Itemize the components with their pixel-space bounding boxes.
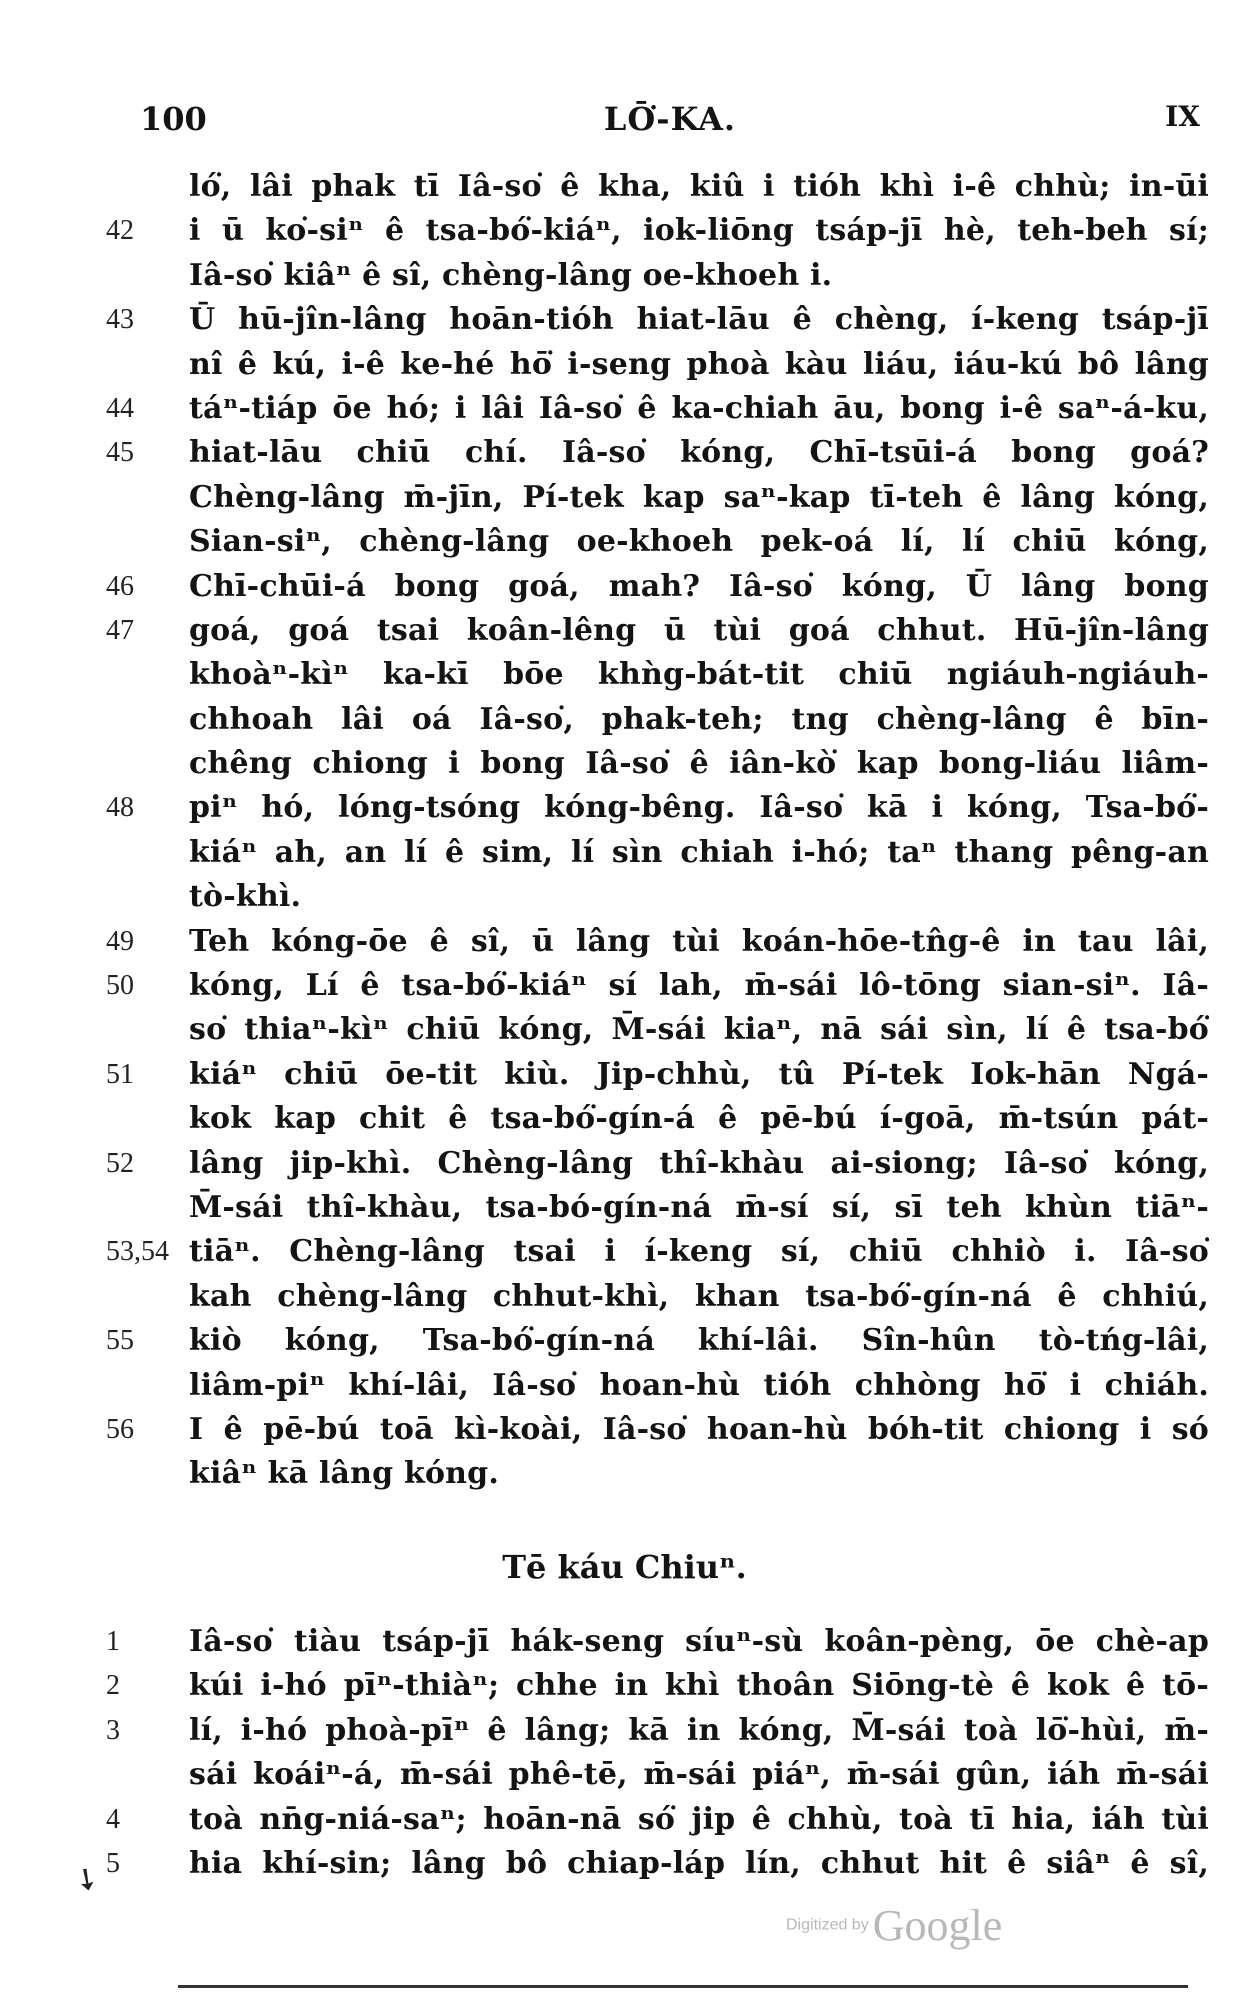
line-text: kok kap chit ê tsa-bó͘-gín-á ê pē-bú í-goā, m̄-tsún pát- [189, 1101, 1209, 1137]
text-line [0, 1408, 1249, 1452]
verse-number: 52 [106, 1147, 134, 1179]
verse-number: 53,54 [106, 1236, 169, 1268]
line-text: tò-khì. [189, 879, 302, 915]
text-line [0, 1452, 1249, 1496]
line-text: kah chèng-lâng chhut-khì, khan tsa-bó͘-gín-ná ê chhiú, [189, 1278, 1209, 1314]
verse-number: 51 [106, 1058, 134, 1090]
text-line [0, 1798, 1249, 1842]
line-text: khoàⁿ-kìⁿ ka-kī bōe khǹg-bát-tit chiū ngiáuh-ngiáuh- [189, 657, 1209, 693]
text-line [0, 1620, 1249, 1664]
line-text: goá, goá tsai koân-lêng ū tùi goá chhut. Hū-jîn-lâng [189, 612, 1209, 648]
text-line [0, 1053, 1249, 1097]
line-text: piⁿ hó, lóng-tsóng kóng-bêng. Iâ-so͘ kā i kóng, Tsa-bó͘- [189, 790, 1209, 826]
line-text: lí, i-hó phoà-pīⁿ ê lâng; kā in kóng, M̄-sái toà lō͘-hùi, m̄- [189, 1712, 1209, 1748]
line-text: hiat-lāu chiū chí. Iâ-so͘ kóng, Chī-tsūi-á bong goá? [189, 435, 1209, 471]
bottom-rule [178, 1985, 1188, 1988]
text-line [0, 1142, 1249, 1186]
line-text: M̄-sái thî-khàu, tsa-bó-gín-ná m̄-sí sí, sī teh khùn tiāⁿ- [189, 1189, 1209, 1225]
chapter-text-block [0, 165, 1249, 1497]
text-line [0, 476, 1249, 520]
text-line [0, 1364, 1249, 1408]
text-line [0, 786, 1249, 830]
line-text: Iâ-so͘ tiàu tsáp-jī hák-seng síuⁿ-sù koân-pèng, ōe chè-ap [189, 1624, 1209, 1659]
line-text: i ū ko͘-siⁿ ê tsa-bó͘-kiáⁿ, iok-liōng tsáp-jī hè, teh-beh sí; [189, 213, 1209, 249]
text-line [0, 1709, 1249, 1753]
text-line [0, 964, 1249, 1008]
line-text: kiáⁿ ah, an lí ê sim, lí sìn chiah i-hó; taⁿ thang pêng-an [189, 834, 1209, 870]
verse-number: 45 [106, 437, 134, 469]
verse-number: 43 [106, 304, 134, 336]
section-heading: Tē káu Chiuⁿ. [502, 1548, 747, 1586]
text-line [0, 875, 1249, 919]
text-line [0, 254, 1249, 298]
line-text: Ū hū-jîn-lâng hoān-tióh hiat-lāu ê chèng, í-keng tsáp-jī [189, 302, 1209, 338]
line-text: Iâ-so͘ kiâⁿ ê sî, chèng-lâng oe-khoeh i. [189, 257, 833, 293]
line-text: hia khí-sin; lâng bô chiap-láp lín, chhut hit ê siâⁿ ê sî, [189, 1845, 1209, 1881]
text-line [0, 698, 1249, 742]
line-text: I ê pē-bú toā kì-koài, Iâ-so͘ hoan-hù bóh-tit chiong i só [189, 1411, 1209, 1447]
line-text: toà nn̄g-niá-saⁿ; hoān-nā só͘ jip ê chhù, toà tī hia, iáh tùi [189, 1801, 1209, 1837]
line-text: Chèng-lâng m̄-jīn, Pí-tek kap saⁿ-kap tī-teh ê lâng kóng, [189, 479, 1209, 515]
line-text: sái koáiⁿ-á, m̄-sái phê-tē, m̄-sái piáⁿ, m̄-sái gûn, iáh m̄-sái [189, 1757, 1209, 1793]
text-line [0, 387, 1249, 431]
text-line [0, 165, 1249, 209]
chapter-numeral: IX [1165, 100, 1200, 133]
line-text: Chī-chūi-á bong goá, mah? Iâ-so͘ kóng, Ū lâng bong [189, 568, 1209, 604]
margin-pencil-mark: ➘ [66, 1857, 107, 1902]
line-text: nî ê kú, i-ê ke-hé hō͘ i-seng phoà kàu liáu, iáu-kú bô lâng [189, 346, 1209, 382]
line-text: táⁿ-tiáp ōe hó; i lâi Iâ-so͘ ê ka-chiah āu, bong i-ê saⁿ-á-ku, [189, 390, 1209, 426]
verse-number: 47 [106, 614, 134, 646]
text-line [0, 1753, 1249, 1797]
verse-number: 56 [106, 1413, 134, 1445]
line-text: Teh kóng-ōe ê sî, ū lâng tùi koán-hōe-tn̂g-ê in tau lâi, [189, 923, 1209, 959]
page-header [140, 100, 1200, 156]
text-line [0, 1842, 1249, 1886]
verse-number: 42 [106, 215, 134, 247]
line-text: chhoah lâi oá Iâ-so͘, phak-teh; tng chèng-lâng ê bīn- [189, 701, 1209, 737]
text-line [0, 1275, 1249, 1319]
text-line [0, 1664, 1249, 1708]
line-text: ló͘, lâi phak tī Iâ-so͘ ê kha, kiû i tióh khì i-ê chhù; in-ūi [189, 169, 1209, 204]
line-text: Sian-siⁿ, chèng-lâng oe-khoeh pek-oá lí, lí chiū kóng, [189, 524, 1209, 560]
text-line [0, 1319, 1249, 1363]
verse-number: 44 [106, 392, 134, 424]
verse-number: 4 [106, 1803, 120, 1835]
text-line [0, 920, 1249, 964]
verse-number: 49 [106, 925, 134, 957]
text-line [0, 298, 1249, 342]
next-chapter-text-block [0, 1620, 1249, 1886]
line-text: kiâⁿ kā lâng kóng. [189, 1456, 500, 1492]
google-logo: Google [872, 1901, 1003, 1950]
text-line [0, 609, 1249, 653]
digitized-label: Digitized by [786, 1916, 869, 1934]
verse-number: 55 [106, 1325, 134, 1357]
text-line [0, 742, 1249, 786]
text-line [0, 520, 1249, 564]
text-line [0, 565, 1249, 609]
text-line [0, 431, 1249, 475]
verse-number: 3 [106, 1714, 120, 1746]
line-text: kóng, Lí ê tsa-bó͘-kiáⁿ sí lah, m̄-sái lô-tōng sian-siⁿ. Iâ- [189, 968, 1209, 1004]
verse-number: 2 [106, 1670, 120, 1702]
text-line [0, 1230, 1249, 1274]
line-text: kiáⁿ chiū ōe-tit kiù. Jip-chhù, tû Pí-tek Iok-hān Ngá- [189, 1056, 1209, 1092]
text-line [0, 1097, 1249, 1141]
verse-number: 50 [106, 970, 134, 1002]
text-line [0, 1186, 1249, 1230]
line-text: tiāⁿ. Chèng-lâng tsai i í-keng sí, chiū chhiò i. Iâ-so͘ [189, 1234, 1209, 1270]
line-text: kúi i-hó pīⁿ-thiàⁿ; chhe in khì thoân Siōng-tè ê kok ê tō- [189, 1668, 1209, 1704]
line-text: chêng chiong i bong Iâ-so͘ ê iân-kò͘ kap bong-liáu liâm- [189, 746, 1209, 782]
text-line [0, 653, 1249, 697]
text-line [0, 1008, 1249, 1052]
text-line [0, 209, 1249, 253]
text-line [0, 343, 1249, 387]
line-text: kiò kóng, Tsa-bó͘-gín-ná khí-lâi. Sîn-hûn tò-tńg-lâi, [189, 1323, 1209, 1359]
text-line [0, 831, 1249, 875]
digitized-watermark [786, 1900, 1002, 1951]
running-title: LŌ͘-KA. [603, 100, 737, 138]
verse-number: 1 [106, 1626, 120, 1657]
line-text: lâng jip-khì. Chèng-lâng thî-khàu ai-siong; Iâ-so͘ kóng, [189, 1145, 1209, 1181]
page-number: 100 [140, 100, 207, 138]
verse-number: 5 [106, 1847, 120, 1879]
line-text: so͘ thiaⁿ-kìⁿ chiū kóng, M̄-sái kiaⁿ, nā sái sìn, lí ê tsa-bó͘ [189, 1012, 1209, 1048]
verse-number: 46 [106, 570, 134, 602]
line-text: liâm-piⁿ khí-lâi, Iâ-so͘ hoan-hù tióh chhòng hō͘ i chiáh. [189, 1367, 1209, 1403]
verse-number: 48 [106, 792, 134, 824]
